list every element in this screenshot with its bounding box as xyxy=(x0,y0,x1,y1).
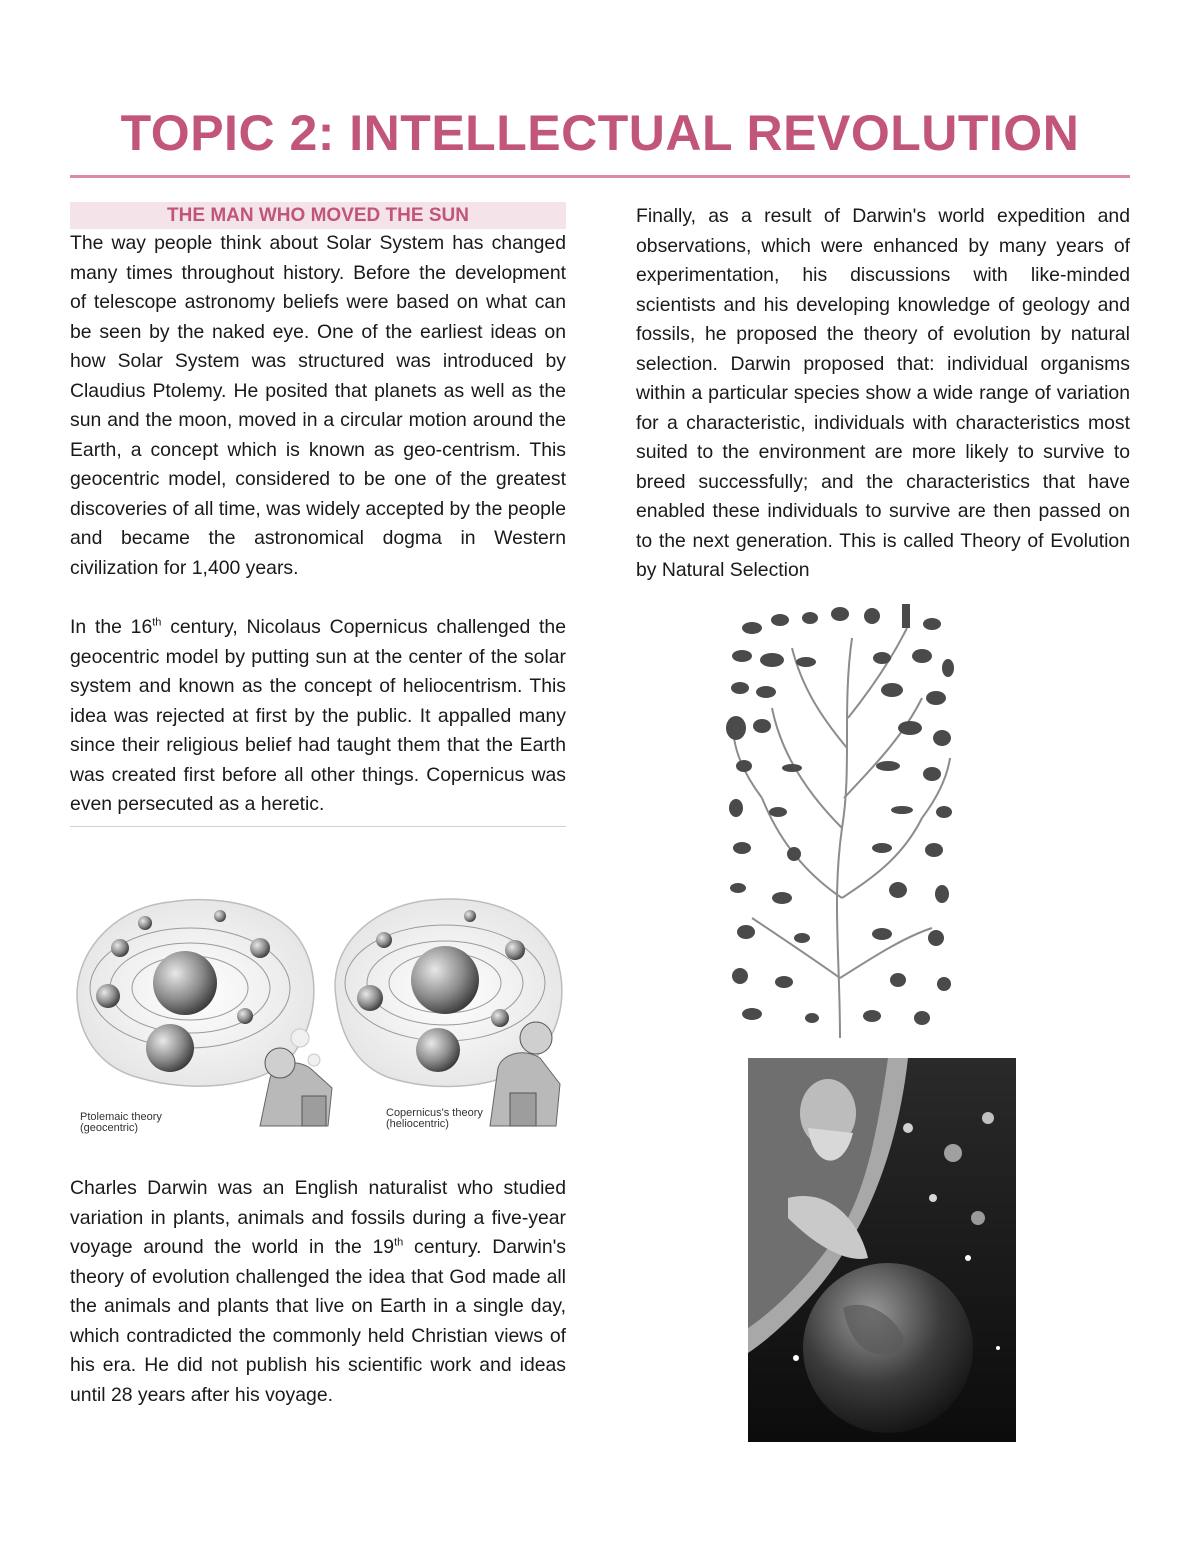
left-column-lower xyxy=(70,1174,566,1410)
paragraph-darwin-start: Charles Darwin was an English naturalist who studied variation in plants, animals and fossils during a five-year voyage around the world in the 19 xyxy=(70,1177,566,1258)
ptolemaic-illustration xyxy=(77,900,332,1134)
ptolemaic-caption-line2: (geocentric) xyxy=(80,1122,139,1134)
section-heading: THE MAN WHO MOVED THE SUN xyxy=(70,202,566,229)
paragraph-darwin-rest: century. Darwin's theory of evolution challenged the idea that God made all the animals and plants that live on Earth in a single day, which contradicted the commonly held Christian views of his era. He did not publish his scientific work and ideas until 28 years after his voyage. xyxy=(70,1236,566,1406)
paragraph-copernicus xyxy=(70,613,566,820)
ordinal-suffix: th xyxy=(152,616,162,629)
figure-divider xyxy=(70,826,566,827)
creation-engraving-image xyxy=(748,1058,1016,1442)
title-divider xyxy=(70,175,1130,178)
paragraph-natural-selection: Finally, as a result of Darwin's world expedition and observations, which were enhanced by many years of experimentation, his discussions with like-minded scientists and his developing knowledge of geology and fossils, he proposed the theory of evolution by natural selection. Darwin proposed that: individual organisms within a particular species show a wide range of variation for a characteristic, individuals with characteristics most suited to the environment are more likely to survive to breed successfully; and the characteristics that have enabled these individuals to survive are then passed on to the next generation. This is called Theory of Evolution by Natural Selection xyxy=(636,205,1130,581)
heliocentric-caption-line1: Copernicus's theory xyxy=(386,1107,483,1119)
paragraph-copernicus-rest: century, Nicolaus Copernicus challenged the geocentric model by putting sun at the center of the solar system and known as the concept of heliocentrism. This idea was rejected at first by the public. It appalled many since their religious belief had taught them that the Earth was created first before all other things. Copernicus was even persecuted as a heretic. xyxy=(70,616,566,815)
paragraph-geocentrism: The way people think about Solar System has changed many times throughout history. Before the development of telescope astronomy beliefs were based on what can be seen by the naked eye. One of the earliest ideas on how Solar System was structured was introduced by Claudius Ptolemy. He posited that planets as well as the sun and the moon, moved in a circular motion around the Earth, a concept which is known as geo-centrism. This geocentric model, considered to be one of the greatest discoveries of all time, was widely accepted by the people and became the astronomical dogma in Western civilization for 1,400 years. xyxy=(70,232,566,579)
heliocentric-illustration xyxy=(335,899,562,1130)
heliocentric-caption-line2: (heliocentric) xyxy=(386,1118,449,1130)
ptolemaic-caption-line1: Ptolemaic theory xyxy=(80,1111,162,1123)
solar-system-figure xyxy=(70,888,566,1140)
ordinal-suffix: th xyxy=(394,1236,404,1249)
page-title: TOPIC 2: INTELLECTUAL REVOLUTION xyxy=(120,105,1080,161)
paragraph-copernicus-start: In the 16 xyxy=(70,616,153,638)
right-column xyxy=(636,202,1130,586)
left-column xyxy=(70,202,566,827)
paragraph-darwin-intro xyxy=(70,1174,566,1410)
tree-of-life-image xyxy=(722,598,958,1042)
